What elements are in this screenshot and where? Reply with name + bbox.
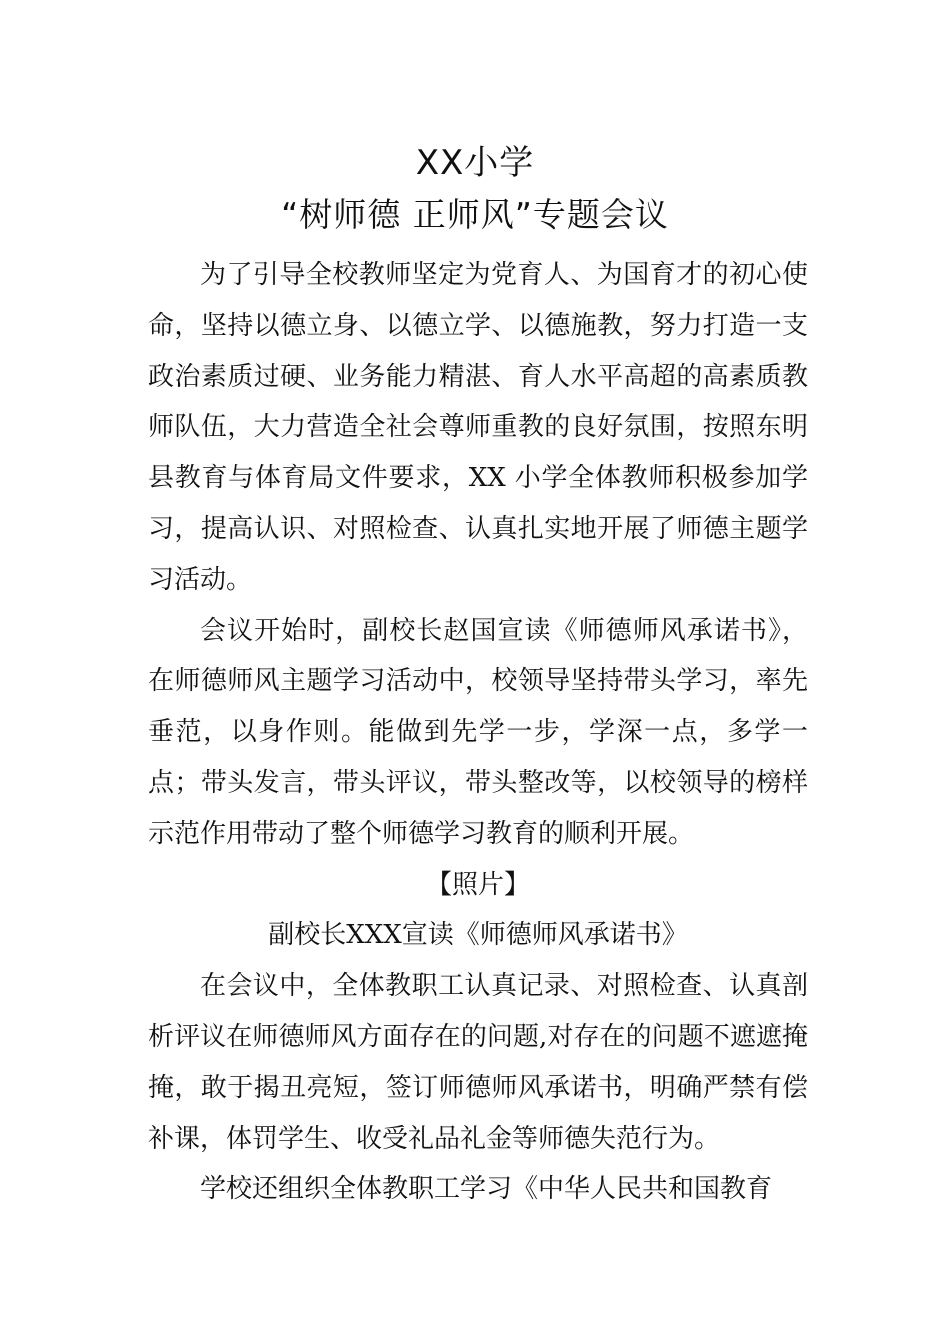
school-title: XX小学 — [415, 143, 535, 183]
title-block — [0, 140, 950, 240]
paragraph: 会议开始时，副校长赵国宣读《师德师风承诺书》，在师德师风主题学习活动中，校领导坚持带头学习，率先垂范，以身作则。能做到先学一步，学深一点，多学一点；带头发言，带头评议，带头整改等，以校领导的榜样示范作用带动了整个师德学习教育的顺利开展。 — [148, 615, 808, 849]
paragraph: 为了引导全校教师坚定为党育人、为国育才的初心使命，坚持以德立身、以德立学、以德施教，努力打造一支政治素质过硬、业务能力精湛、育人水平高超的高素质教师队伍，大力营造全社会尊师重教的良好氛围，按照东明县教育与体育局文件要求，XX 小学全体教师积极参加学习，提高认识、对照检查、认真扎实地开展了师德主题学习活动。 — [148, 260, 808, 595]
meeting-title: “树师德 正师风”专题会议 — [281, 195, 669, 234]
photo-caption: 副校长XXX宣读《师德师风承诺书》 — [268, 920, 688, 951]
paragraph: 学校还组织全体教职工学习《中华人民共和国教育 — [200, 1174, 773, 1205]
photo-label: 【照片】 — [425, 869, 530, 900]
document-body — [148, 250, 808, 1215]
paragraph: 在会议中，全体教职工认真记录、对照检查、认真剖析评议在师德师风方面存在的问题,对存在的问题不遮遮掩掩，敢于揭丑亮短，签订师德师风承诺书，明确严禁有偿补课，体罚学生、收受礼品礼金等师德失范行为。 — [148, 971, 808, 1154]
